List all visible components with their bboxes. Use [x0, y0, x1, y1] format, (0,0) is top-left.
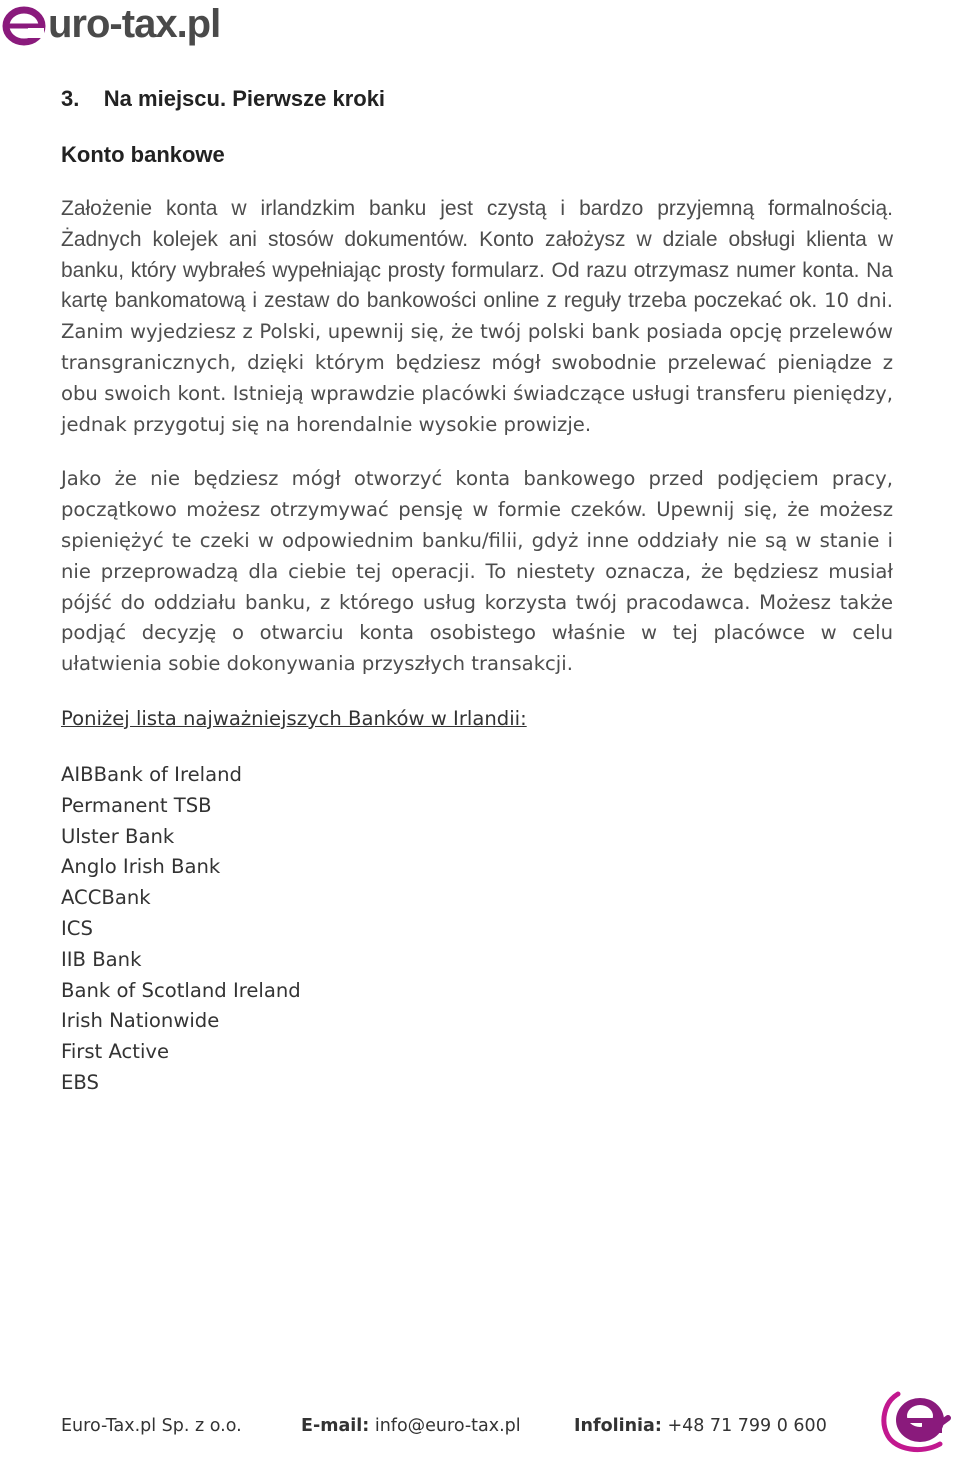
section-heading: 3. Na miejscu. Pierwsze kroki — [61, 86, 386, 111]
bank-list-item: ICS — [61, 916, 93, 940]
bank-list-item: First Active — [61, 1040, 170, 1064]
footer-phone — [574, 1416, 827, 1436]
footer-phone-number: +48 71 799 0 600 — [661, 1416, 827, 1436]
subsection-heading: Konto bankowe — [61, 142, 225, 167]
footer-email — [301, 1416, 574, 1436]
bank-list-item: EBS — [61, 1070, 99, 1094]
logo-text: uro-tax.pl — [48, 2, 221, 46]
bank-list-item: Ulster Bank — [61, 824, 175, 848]
paragraph-bank-account-part2: 10 dni. Zanim wyjedziesz z Polski, upewnij się, że twój polski bank posiada opcję przelewów transgranicznych, dzięki którym będziesz mógł swobodnie przelewać pieniądze z obu swoich kont. Istnieją wprawdzie placówki świadczące usługi transferu pieniędzy, jednak przygotuj się na horendalnie wysokie prowizje. — [61, 289, 893, 436]
paragraph-bank-account — [61, 194, 893, 440]
paragraph-cheques-text: Jako że nie będziesz mógł otworzyć konta bankowego przed podjęciem pracy, początkowo możesz otrzymywać pensję w formie czeków. Upewnij się, że możesz spieniężyć te czeki w odpowiednim banku/filii, gdyż inne oddziały nie są w stanie i nie przeprowadzą dla ciebie tej operacji. To niestety oznacza, że będziesz musiał pójść do oddziału banku, z którego usług korzysta twój pracodawca. Możesz także podjąć decyzję o otwarciu konta osobistego właśnie w tej placówce w celu ułatwienia sobie dokonywania przyszłych transakcji. — [61, 467, 893, 676]
paragraph-cheques — [61, 464, 893, 680]
bank-list-item: Permanent TSB — [61, 793, 212, 817]
footer-phone-label: Infolinia: — [574, 1416, 662, 1436]
paragraph-bank-account-part1: Założenie konta w irlandzkim banku jest czystą i bardzo przyjemną formalnością. Żadnych kolejek ani stosów dokumentów. Konto założysz w dziale obsługi klienta w banku, który wybrałeś wypełniając prosty formularz. Od razu otrzymasz numer konta. Na kartę bankomatową i zestaw do bankowości online z reguły trzeba poczekać ok. — [61, 197, 893, 313]
footer — [61, 1411, 861, 1441]
bank-list-item: AIBBank of Ireland — [61, 762, 242, 786]
footer-email-label: E-mail: — [301, 1416, 370, 1436]
footer-email-link[interactable]: info@euro-tax.pl — [369, 1416, 521, 1436]
euro-tax-footer-logo-icon — [878, 1388, 956, 1454]
bank-list-item: ACCBank — [61, 886, 151, 910]
bank-list-item: Anglo Irish Bank — [61, 855, 221, 879]
euro-tax-e-logo-icon — [2, 2, 46, 46]
page-content — [61, 80, 893, 1099]
bank-list-title: Poniżej lista najważniejszych Banków w Irlandii: — [61, 706, 527, 730]
bank-list-item: Irish Nationwide — [61, 1009, 220, 1033]
euro-tax-logo — [2, 0, 220, 48]
bank-list-item: Bank of Scotland Ireland — [61, 978, 301, 1002]
bank-list — [61, 760, 893, 1099]
bank-list-item: IIB Bank — [61, 947, 142, 971]
footer-company: Euro-Tax.pl Sp. z o.o. — [61, 1416, 242, 1436]
